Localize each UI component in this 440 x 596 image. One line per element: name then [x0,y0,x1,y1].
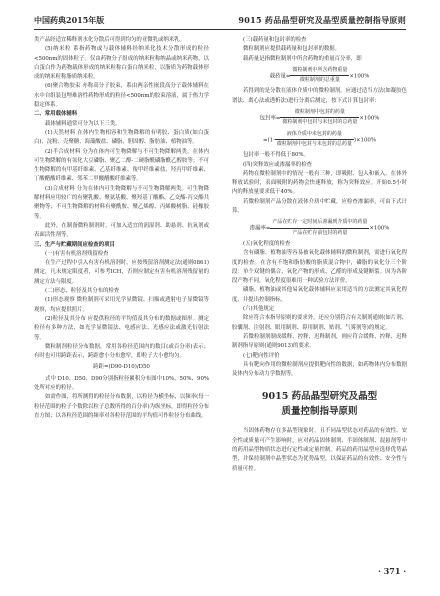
header-book-title: 中国药典2015年版 [34,15,105,25]
paragraph: 式中 D10、D50、D90分别指粒径累积分布图中10%、50%、90%处所对应的粒径。 [34,375,209,391]
left-column [34,36,209,421]
formula-encapsulation: 包封率= $\frac{\text{微粒制剂中包封的药量}}{\text{微粒制剂中包封与未包封的总药量}}$ ×100% [259,109,380,126]
subheading-other: (六)其他规定 [243,306,275,313]
paragraph: (5)纳米粒 系指药物或与载体辅料经纳米化技术分散形成的粒径<500nm的固体粒子。仅由药物分子组成的纳米粒称纳晶或纳米药物，以白蛋白作为药物载体形成的纳米粒称白蛋白纳米粒，以脂质为药物载体形成的纳米粒称脂质纳米粒。 [34,46,209,81]
section-title: 9015 药品晶型研究及晶型 质量控制指导原则 [261,391,378,418]
paragraph: 具有靶向作用的微粒制剂应提供靶向性的数据，如药物体内分布数据及体内分布动力学数据等。 [232,361,407,378]
paragraph: 包封率一般不得低于80%。 [243,152,309,159]
paragraph: 若微粒制剂产品分散在液体介质中贮藏，应检查渗漏率，可由下式计算。 [232,198,407,215]
paragraph: 如需作图，将所测得的粒径分布数据，以粒径为横坐标，以频率(每一粒径范围的粒子个数除以粒子总数所得的百分率)为纵坐标，即得粒径分布直方图；以各粒径范围的频率对各粒径范围的平均值可作粒径分布曲线。 [34,394,209,419]
running-header [34,14,406,28]
formula-encapsulation-alt: =(1- $\frac{\text{液体介质中未包封的药量}}{\text{微粒制剂中包封与未包封的总药量}}$ )×100% [263,130,376,147]
paragraph: 若微粒制剂制成缓释、控释、迟释制剂，则应符合缓释、控释、迟释制剂指导原则(通则9013)的要求。 [232,333,407,350]
page-number: · 371 · [378,566,406,576]
subheading-oxidation: (五)氧化程度的检查 [243,240,291,247]
formula-leakage: 渗漏率= $\frac{\text{产品在贮存一定时间后渗漏到介质中的药量}}{\text{产品在贮存前包封的药量}}$ ×100% [249,219,390,236]
subheading-particle-size: (二)形态、粒径及其分布的检查 [45,288,120,295]
paragraph: (1)形态观察 微粒制剂可采用光学显微镜、扫描或透射电子显微镜等观察，均应提供照片。 [34,297,209,313]
formula-span: 跨距=(D90-D10)/D50 [93,364,150,371]
subheading-solvent: (一)有害有机溶剂残留检查 [45,250,109,257]
subheading-loading: (三)载药量和包封率的检查 [243,37,307,43]
subheading-burst: (四)突释效应或渗漏率的检查 [243,161,312,168]
paragraph: 当固体药物存在多晶型现象时，且不同晶型状态对药品的有效性、安全性或质量可产生影响时，应对药品固体制剂、半固体制剂、混悬剂等中的药用晶型物质状态进行定性或定量控制。药品的药用晶型应选择优势晶型，并保持制剂中晶型状态为优势晶型，以保证药品的有效性、安全性与质量可控。 [232,428,407,472]
paragraph: 载药量是指微粒制剂中所含药物的重量百分率，即 [243,55,362,62]
paragraph: (6)聚合物胶束 亦称高分子胶束，系由两亲性嵌段高分子载体辅料在水中自组装包埋难溶性药物形成的粒径<500nm的胶束溶液，属于热力学稳定体系。 [34,83,209,109]
paragraph: (2)半合成材料 分为在体内可生物降解与不可生物降解两类。在体内可生物降解的有氢化大豆磷脂、聚乙二醇-二硬脂酰磷脂酰乙醇胺等；不可生物降解的有甲基纤维素、乙基纤维素、羧甲纤维素盐、羟丙甲纤维素、丁酸醋酸纤维素、邻苯二甲酸醋酸纤维素等。 [34,148,209,183]
header-rule [34,29,406,30]
paragraph: 微粒制剂应提供载药量和包封率的数据。 [243,46,341,53]
paragraph: (1)天然材料 在体内生物相容和生物降解的有明胶、蛋白质(如白蛋白)、淀粉、壳聚糖、海藻酸盐、磷脂、胆固醇、脂肪油、植物油等。 [34,129,209,146]
paragraph: 除应符合本指导原则的要求外，还应分别符合有关制剂通则(如片剂、胶囊剂、注射剂、眼用制剂、鼻用制剂、贴剂、气雾剂等)的规定。 [232,315,407,331]
paragraph: 在生产过程中引入有害有机溶剂时，应按残留溶剂测定法(通则0861)测定，凡未规定限度者，可参考ICH，否则应制定有害有机溶剂残留量的测定方法与限度。 [34,260,209,285]
paragraph: (3)合成材料 分为在体内可生物降解与不可生物降解两类。可生物降解材料应用较广的有聚乳酸、聚氨基酸、聚羟基丁酸酯、乙交酯-丙交酯共聚物等；不可生物降解的材料有聚酰胺、聚乙烯醇、丙烯酸树脂、硅橡胶等。 [34,185,209,220]
heading-inspection: 三、生产与贮藏期间应检查的项目 [34,241,115,248]
paragraph: 类产品经适宜稀释剂水化分散后可得到均匀的亚微乳或纳米乳。 [34,37,185,43]
paragraph: 若得到的是分散在液体介质中的微粒制剂，应通过适当方法(如凝胶色谱法、离心法或透析法)进行分离后测定，按下式计算包封率： [232,88,407,104]
header-section-title: 9015 药品晶型研究及晶型质量控制指导原则 [238,15,406,25]
paragraph: 磷脂、植物油或其他易氧化载体辅料应采用适当的方法测定其氧化程度，并提出控制指标。 [232,287,407,303]
formula-loading: 载药量= $\frac{\text{微粒制剂中所含药物重量}}{\text{微粒制剂的总重量}}$ ×100% [269,66,370,84]
paragraph: 含有磷脂、植物油等容易被氧化载体辅料的微粒制剂，需进行氧化程度的检查。在含有不饱和脂肪酸的脂质混合物中，磷脂的氧化分三个阶段：单个双键的偶合、氧化产物的形成、乙醛的形成及键断裂。因为各阶段产物不同，氧化程度很难用一种试验方法评价。 [232,250,407,285]
subheading-targeting: (七)靶向性评价 [243,352,280,359]
paragraph: 微粒制剂粒径分布数据，常用各粒径范围内的数目(或百分率)表示；有时也可用跨距表示，跨距愈小分布愈窄，即粒子大小愈均匀。 [34,343,209,360]
paragraph: 载体辅料通常可分为以下三类。 [45,120,121,127]
right-column [232,36,407,474]
paragraph: 药物在微粒制剂中的情况一般有三种，即吸附、包入和嵌入。在体外释放试验时，表面吸附的药物会快速释放，称为突释效应。开始0.5小时内的释放量要求低于40%。 [232,170,407,196]
heading-carriers: 二、常用载体辅料 [34,111,78,118]
paragraph: (2)粒径及其分布 应提供粒径的平均值及其分布的数据或图形。测定粒径有多种方法，如光学显微镜法、电感应法、光感应法或激光衍射法等。 [34,315,209,341]
paragraph: 此外，在制备微粒制剂时，可加入适宜的润湿剂、助悬剂、抗氧剂或表面活性剂等。 [34,222,209,239]
